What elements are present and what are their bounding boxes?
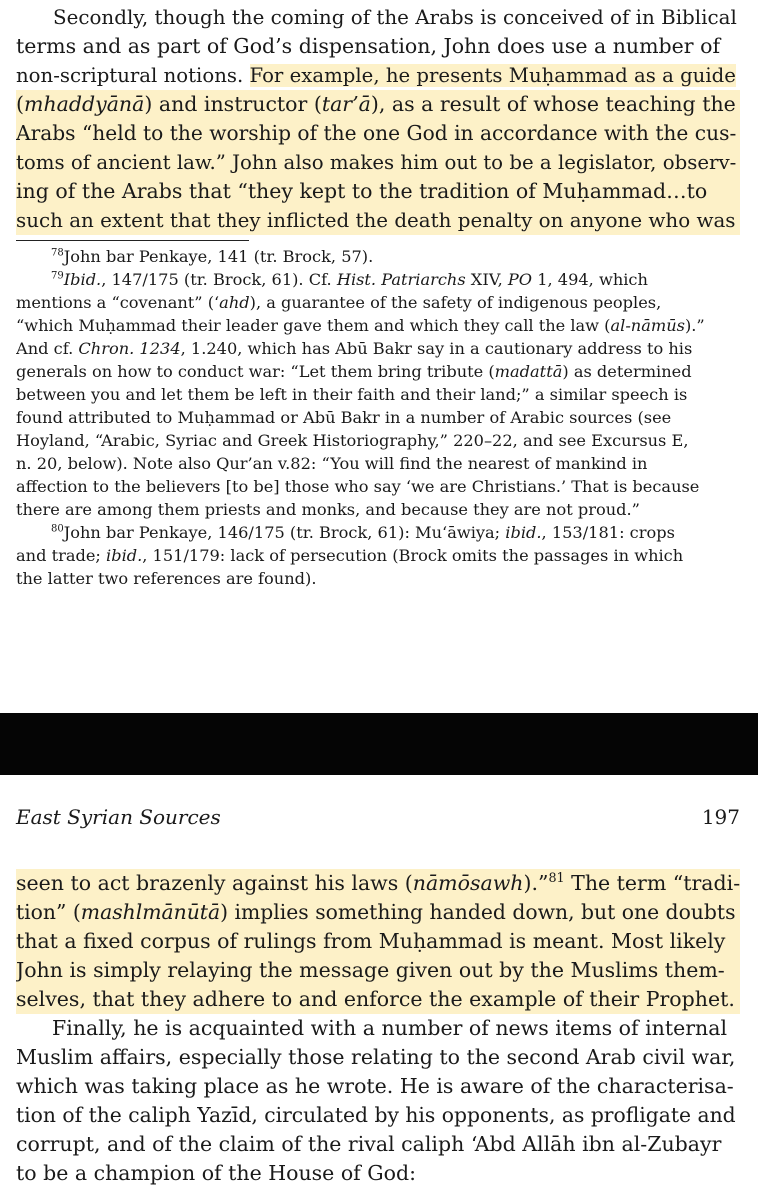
highlighted-text-line: such an extent that they inflicted the death penalty on anyone who was (16, 206, 740, 235)
highlighted-text-line: toms of ancient law.” John also makes him out to be a legislator, observ- (16, 148, 740, 177)
highlighted-text-line: Arabs “held to the worship of the one God in accordance with the cus- (16, 119, 740, 148)
highlighted-text-line: (mhaddyānā) and instructor (tar’ā), as a result of whose teaching the (16, 90, 740, 119)
highlighted-text-line: tion” (mashlmānūtā) implies something handed down, but one doubts (16, 898, 740, 927)
highlighted-text-line: selves, that they adhere to and enforce the example of their Prophet. (16, 985, 740, 1014)
bottom-page-scan (0, 775, 758, 1200)
footnote-78: $^{78}$John bar Penkaye, 141 (tr. Brock, 57). (51, 247, 374, 266)
body-text-line: which was taking place as he wrote. He is aware of the characterisa- (16, 1074, 734, 1098)
highlighted-text: For example, he presents Muḥammad as a guide (249, 64, 736, 87)
body-text-line: corrupt, and of the claim of the rival caliph ‘Abd Allāh ibn al-Zubayr (16, 1132, 722, 1156)
page-separator-bar (0, 713, 758, 775)
body-text-line: Secondly, though the coming of the Arabs is conceived of in Biblical (53, 6, 737, 29)
footnote-line: affection to the believers [to be] those who say ‘we are Christians.’ That is because (16, 477, 700, 496)
body-text-line: Muslim affairs, especially those relating to the second Arab civil war, (16, 1045, 736, 1069)
footnote-line: Hoyland, “Arabic, Syriac and Greek Historiography,” 220–22, and see Excursus E, (16, 431, 689, 450)
footnote-79: $^{79}$Ibid., 147/175 (tr. Brock, 61). Cf. Hist. Patriarchs XIV, PO 1, 494, which (51, 270, 648, 289)
footnote-line: “which Muḥammad their leader gave them and which they call the law (al-nāmūs).” (16, 316, 705, 335)
footnote-line: n. 20, below). Note also Qur’an v.82: “You will find the nearest of mankind in (16, 454, 648, 473)
body-text-line: non-scriptural notions. For example, he presents Muḥammad as a guide (16, 64, 736, 87)
footnote-line: and trade; ibid., 151/179: lack of persecution (Brock omits the passages in which (16, 546, 684, 565)
body-text-line: to be a champion of the House of God: (16, 1161, 417, 1185)
footnote-line: there are among them priests and monks, and because they are not proud.” (16, 500, 640, 519)
footnote-line: generals on how to conduct war: “Let them bring tribute (madattā) as determined (16, 362, 692, 381)
highlighted-text-line: ing of the Arabs that “they kept to the tradition of Muḥammad…to (16, 177, 740, 206)
highlighted-text-line: seen to act brazenly against his laws (nāmōsawh).”$^{81}$ The term “tradi- (16, 869, 740, 898)
footnote-line: found attributed to Muḥammad or Abū Bakr in a number of Arabic sources (see (16, 408, 672, 427)
body-text-line: tion of the caliph Yazīd, circulated by his opponents, as profligate and (16, 1103, 736, 1127)
body-text-line: Finally, he is acquainted with a number of news items of internal (52, 1016, 728, 1040)
highlighted-text-line: John is simply relaying the message given out by the Muslims them- (16, 956, 740, 985)
footnote-line: mentions a “covenant” (‘ahd), a guarantee of the safety of indigenous peoples, (16, 293, 662, 312)
footnote-line: And cf. Chron. 1234, 1.240, which has Abū Bakr say in a cautionary address to his (16, 339, 693, 358)
footnote-line: the latter two references are found). (16, 569, 317, 588)
body-text-line: terms and as part of God’s dispensation, John does use a number of (16, 34, 721, 58)
running-head: East Syrian Sources (16, 805, 221, 829)
highlighted-text-line: that a fixed corpus of rulings from Muḥammad is meant. Most likely (16, 927, 740, 956)
page-number: 197 (701, 805, 740, 829)
footnote-80: $^{80}$John bar Penkaye, 146/175 (tr. Brock, 61): Mu‘āwiya; ibid., 153/181: crops (51, 523, 675, 542)
footnote-line: between you and let them be left in their faith and their land;” a similar speech is (16, 385, 688, 404)
footnote-divider (16, 240, 249, 241)
